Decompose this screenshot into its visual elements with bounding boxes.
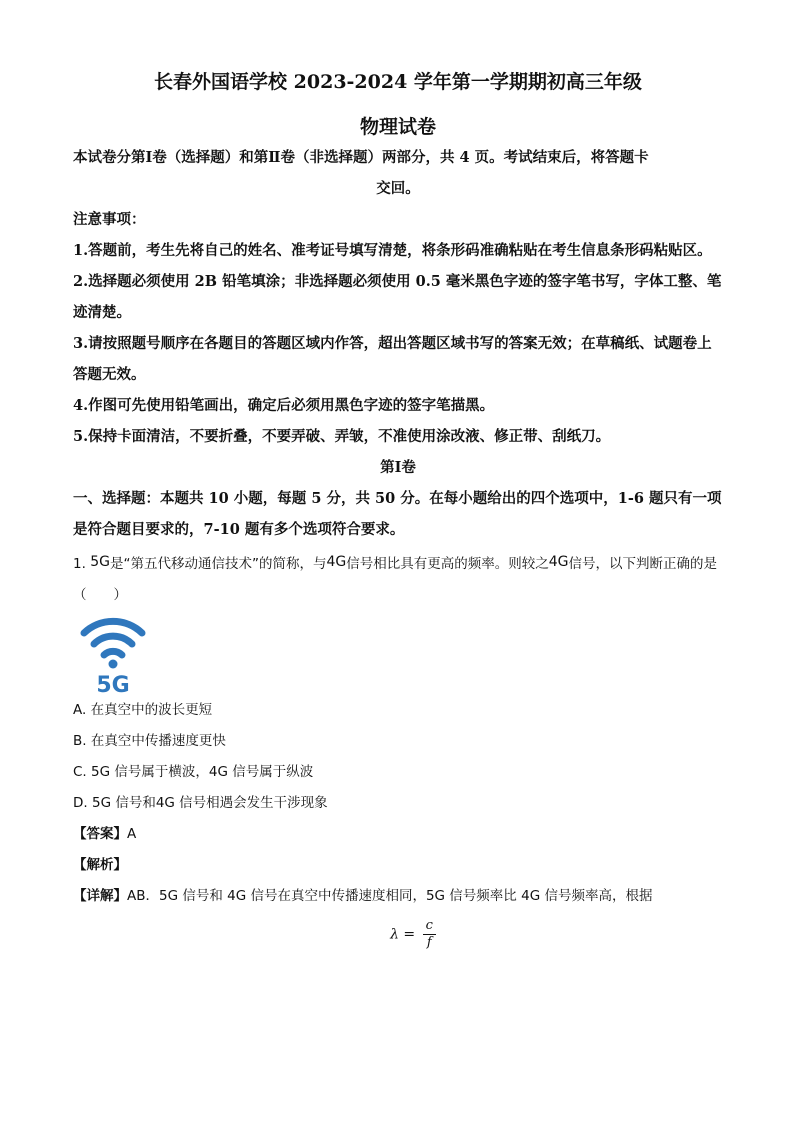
figure-5g-label: 5G — [96, 673, 130, 695]
note-item: 2.选择题必须使用 2B 铅笔填涂；非选择题必须使用 0.5 毫米黑色字迹的签字笔书写，字体工整、笔迹清楚。 — [73, 273, 722, 321]
notes-title: 注意事项： — [73, 211, 146, 228]
note-item: 5.保持卡面清洁，不要折叠，不要弄破、弄皱，不准使用涂改液、修正带、刮纸刀。 — [73, 428, 611, 445]
option-c: C. 5G 信号属于横波，4G 信号属于纵波 — [73, 764, 314, 780]
question-number: 1. — [73, 556, 86, 572]
wifi-signal-icon — [77, 613, 149, 695]
formula-denominator: f — [426, 935, 432, 950]
formula-lhs: λ = — [390, 926, 416, 943]
detail-line — [73, 881, 723, 912]
question-text-c: 信号，以下判断正确的是（ ） — [73, 556, 717, 603]
note-item: 4.作图可先使用铅笔画出，确定后必须用黑色字迹的签字笔描黑。 — [73, 397, 495, 414]
option-b: B. 在真空中传播速度更快 — [73, 733, 226, 749]
answer-value: A — [127, 826, 137, 842]
intro-line-2: 交回。 — [376, 180, 420, 197]
exam-page — [73, 64, 723, 951]
question-1-stem — [73, 547, 723, 611]
answer-label: 【答案】 — [73, 826, 127, 842]
option-d: D. 5G 信号和4G 信号相遇会发生干涉现象 — [73, 795, 328, 811]
formula-numerator: c — [423, 918, 436, 935]
question-text-b: 信号相比具有更高的频率。则较之 — [346, 556, 549, 572]
note-item: 3.请按照题号顺序在各题目的答题区域内作答，超出答题区域书写的答案无效；在草稿纸、试题卷上答题无效。 — [73, 335, 712, 383]
analysis-line — [73, 850, 723, 881]
intro-paragraph — [73, 142, 723, 204]
question-text-a: 是“第五代移动通信技术”的简称，与 — [109, 556, 327, 572]
section-heading: 一、选择题：本题共 10 小题，每题 5 分，共 50 分。在每小题给出的四个选项中，1-6 题只有一项是符合题目要求的，7-10 题有多个选项符合要求。 — [73, 490, 722, 538]
tag-4g: 4G — [326, 554, 347, 570]
wavelength-formula — [103, 918, 723, 951]
volume-heading: 第Ⅰ卷 — [380, 459, 416, 476]
tag-4g-2: 4G — [548, 554, 569, 570]
answer-line — [73, 819, 723, 850]
intro-line-1: 本试卷分第Ⅰ卷（选择题）和第Ⅱ卷（非选择题）两部分，共 4 页。考试结束后，将答题卡 — [73, 149, 649, 166]
detail-label: 【详解】 — [73, 888, 127, 904]
analysis-label: 【解析】 — [73, 857, 127, 873]
note-item: 1.答题前，考生先将自己的姓名、准考证号填写清楚，将条形码准确粘贴在考生信息条形码粘贴区。 — [73, 242, 712, 259]
option-a: A. 在真空中的波长更短 — [73, 702, 213, 718]
formula-fraction — [423, 918, 436, 951]
detail-text: AB．5G 信号和 4G 信号在真空中传播速度相同，5G 信号频率比 4G 信号频率高，根据 — [127, 888, 653, 904]
tag-5g: 5G — [90, 554, 110, 570]
exam-subtitle: 物理试卷 — [359, 116, 436, 138]
exam-title: 长春外国语学校 2023-2024 学年第一学期期初高三年级 — [154, 71, 642, 93]
